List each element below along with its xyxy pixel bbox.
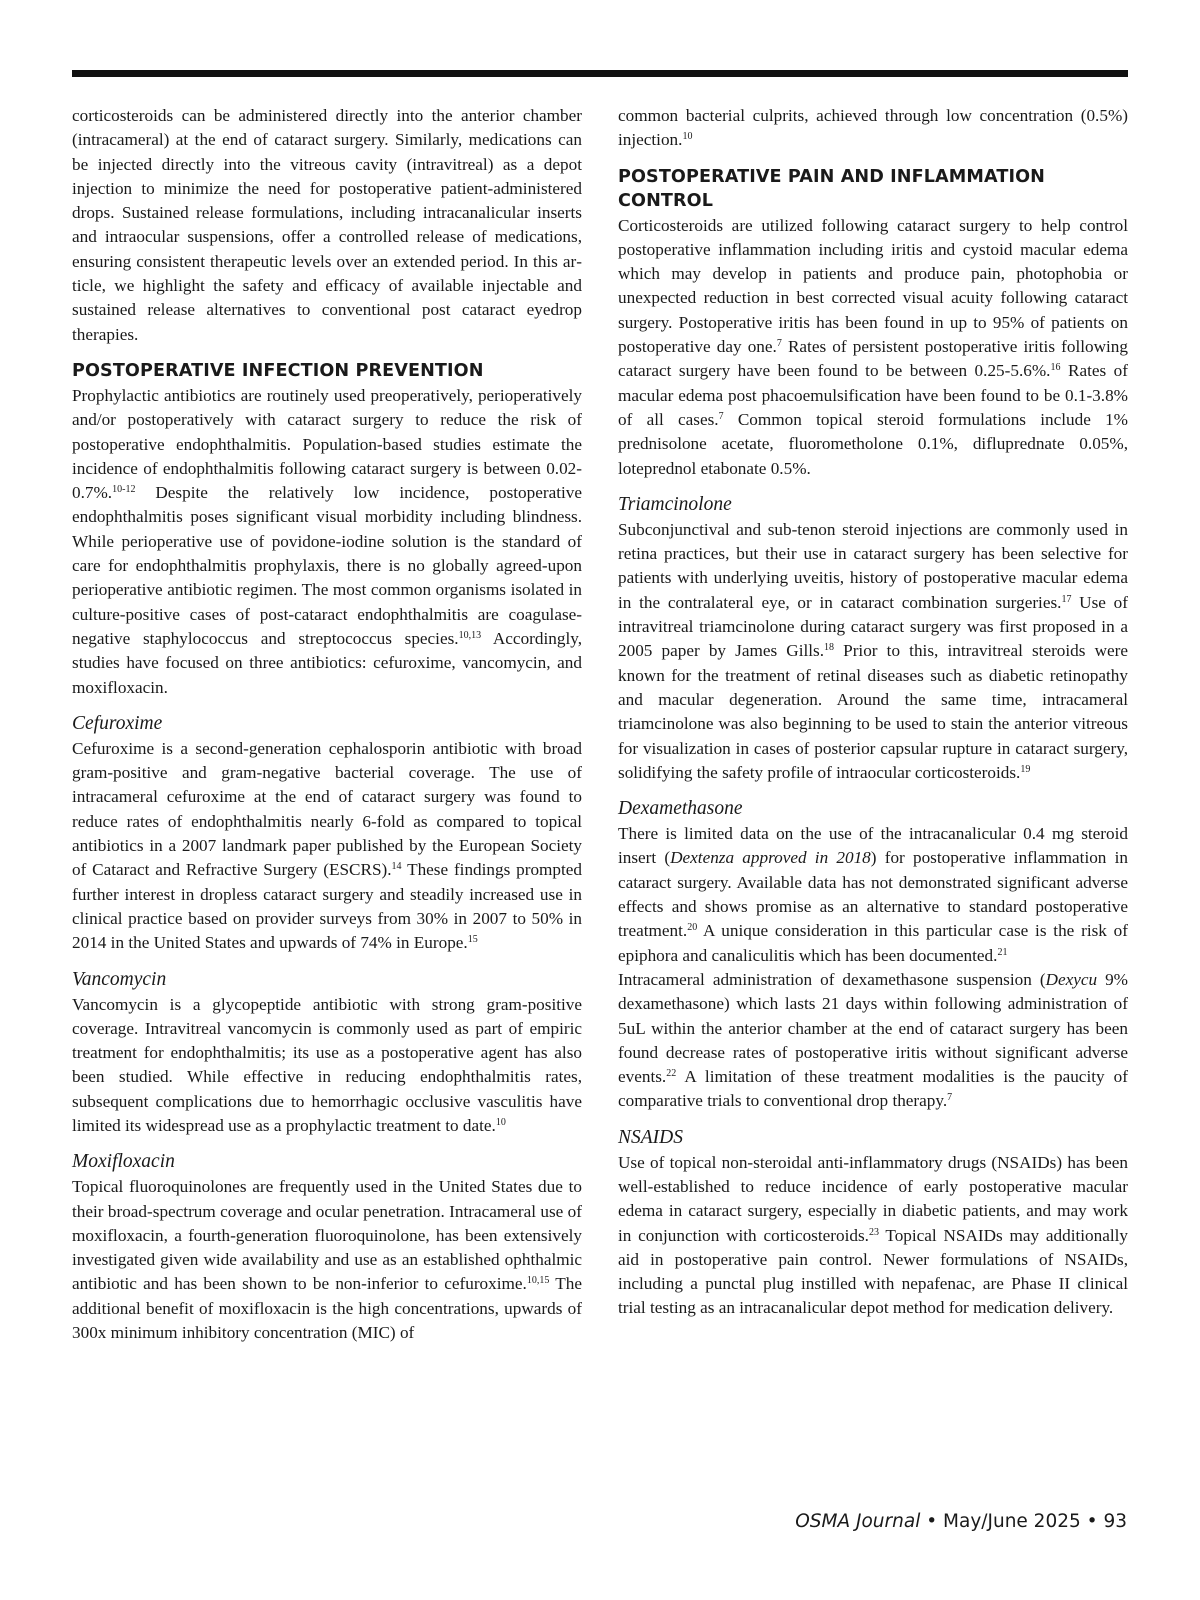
citation-ref: 10,13 xyxy=(458,629,482,641)
triamcinolone-paragraph: Subconjunctival and sub-tenon steroid injections are commonly used in retina practices, but their use in cataract surgery has been selective for patients with underlying uveitis, history of postoperative macular edema in the contralateral eye, or in cataract combination surgeries.$^{17}$ Use of intravitreal triamcinolone during cataract surgery was first proposed in a 2005 paper by James Gills.$^{18}$ Prior to this, intravitreal steroids were known for the treatment of retinal diseases such as diabetic retinopathy and macular degeneration. Around the same time, intracameral triamcinolone was also beginning to be used to stain the anterior vitreous for visualization in cases of posterior capsular rupture in cataract surgery, solidifying the safety profile of intraocular corticosteroids.$^{19}$ xyxy=(618,519,1128,782)
top-rule xyxy=(72,70,1128,77)
subheading-nsaids: NSAIDS xyxy=(618,1126,683,1148)
subheading-moxifloxacin: Moxifloxacin xyxy=(72,1151,175,1173)
issue-date: May/June 2025 xyxy=(943,1511,1081,1532)
moxifloxacin-paragraph: Topical fluoroquinolones are frequently used in the United States due to their broad-spectrum coverage and ocular penetration. Intracameral use of moxifloxacin, a fourth-generation fluoroquinolone, has been extensively investigated given wide availability and use as an established ophthalmic antibiotic and has been shown to be non-inferior to cefuroxime.$^{10,15}$ The additional benefit of moxifloxacin is the high concentrations, upwards of 300x minimum inhibitory concentration (MIC) of xyxy=(72,1177,582,1343)
citation-ref: 23 xyxy=(868,1226,879,1238)
citation-ref: 7 xyxy=(718,410,724,422)
section-heading-pain-inflammation: POSTOPERATIVE PAIN AND INFLAMMATION CONTROL xyxy=(618,166,1045,211)
citation-ref: 10 xyxy=(495,1116,506,1128)
footer-bullet: • xyxy=(920,1511,944,1532)
vancomycin-paragraph: Vancomycin is a glycopeptide antibiotic with strong gram-positive coverage. Intravitreal vancomycin is commonly used as part of empiric treatment for endophthalmitis; its use as a postoperative agent has also been studied. While effective in reducing endophthalmitis rates, subsequent complications due to hemorrhagic occlusive vasculitis have limited its widespread use as a prophylactic treatment to date.$^{10}$ xyxy=(72,994,582,1135)
dexamethasone-paragraph-1: There is limited data on the use of the intracanalicular 0.4 mg steroid insert (Dextenza approved in 2018) for postoperative inflammation in cataract surgery. Available data has not demonstrated significant adverse effects and shows promise as an alternative to standard postoperative treatment.$^{20}$ A unique consideration in this particular case is the risk of epiphora and canaliculitis which has been documented.$^{21}$ xyxy=(618,824,1128,965)
citation-ref: 18 xyxy=(824,642,835,654)
citation-ref: 22 xyxy=(666,1068,677,1080)
italic-product-name: Dextenza approved in 2018 xyxy=(670,848,871,868)
section-heading-infection: POSTOPERATIVE INFECTION PREVENTION xyxy=(72,360,484,381)
footer-bullet: • xyxy=(1080,1511,1104,1532)
citation-ref: 15 xyxy=(467,934,478,946)
right-column xyxy=(618,104,1128,1321)
intro-paragraph: corticosteroids can be administered directly into the anterior chamber (intracameral) at the end of cataract surgery. Similarly, medications can be injected directly into the vitreous cavity (intravitreal) as a depot injection to minimize the need for postoperative patient-administered drops. Sustained release formulations, including intracanalicular inserts and intraocular suspensions, offer a controlled release of medications, ensuring consistent therapeutic levels over an extended period. In this article, we highlight the safety and efficacy of available injectable and sustained release alternatives to conventional post cataract eyedrop therapies. xyxy=(72,106,582,344)
subheading-triamcinolone: Triamcinolone xyxy=(618,493,732,515)
left-column xyxy=(72,104,582,1345)
subheading-vancomycin: Vancomycin xyxy=(72,968,167,990)
citation-ref: 16 xyxy=(1050,362,1061,374)
dexamethasone-paragraph-2: Intracameral administration of dexamethasone suspension (Dexycu 9% dexamethasone) which lasts 21 days within following administration of 5uL within the anterior chamber at the end of cataract surgery has been found decrease rates of postoperative iritis without significant adverse events.$^{22}$ A limitation of these treatment modalities is the paucity of comparative trials to conventional drop therapy.$^7$ xyxy=(618,969,1128,1111)
nsaids-paragraph: Use of topical non-steroidal anti-inflammatory drugs (NSAIDs) has been well-established to reduce incidence of early postoperative macular edema in cataract surgery, especially in diabetic patients, and may work in conjunction with corticosteroids.$^{23}$ Topical NSAIDs may additionally aid in postoperative pain control. Newer formulations of NSAIDs, including a punctal plug instilled with nepafenac, are Phase II clinical trial testing as an intracanalicular depot method for medication delivery. xyxy=(618,1152,1128,1318)
pain-paragraph: Corticosteroids are utilized following cataract surgery to help control postoperative inflammation including iritis and cystoid macular edema which may develop in patients and produce pain, photophobia or unexpected reduction in best corrected visual acuity following cataract surgery. Postoperative iritis has been found in up to 95% of patients on postoperative day one.$^7$ Rates of persistent postoperative iritis following cataract surgery have been found to be between 0.25-5.6%.$^{16}$ Rates of macular edema post phacoemulsification have been found to be 0.1-3.8% of all cases.$^7$ Common topical steroid formulations include 1% prednisolone acetate, fluorometholone 0.1%, difluprednate 0.05%, loteprednol etabonate 0.5%. xyxy=(618,215,1128,478)
citation-ref: 19 xyxy=(1020,763,1031,775)
page-footer xyxy=(795,1511,1127,1532)
citation-ref: 10-12 xyxy=(112,484,136,496)
subheading-dexamethasone: Dexamethasone xyxy=(618,798,743,820)
citation-ref: 21 xyxy=(997,946,1008,958)
citation-ref: 10,15 xyxy=(526,1275,550,1287)
subheading-cefuroxime: Cefuroxime xyxy=(72,712,163,734)
citation-ref: 7 xyxy=(776,338,782,350)
citation-ref: 14 xyxy=(391,861,402,873)
infection-paragraph: Prophylactic antibiotics are routinely used preoperatively, perioperatively and/or postoperatively with cataract surgery to reduce the risk of postoperative endophthalmitis. Population-based studies estimate the incidence of endophthalmitis following cataract surgery is between 0.02-0.7%.$^{10-12}$ Despite the relatively low incidence, postoperative endophthalmitis poses significant visual morbidity including blindness. While perioperative use of povidone-iodine solution is the standard of care for endophthalmitis prophylaxis, there is no globally agreed-upon perioperative antibiotic regimen. The most common organisms isolated in culture-positive cases of post-cataract endophthalmitis are coagulase-negative staphylococcus and streptococcus species.$^{10,13}$ Accordingly, studies have focused on three antibiotics: cefuroxime, vancomycin, and moxifloxacin. xyxy=(72,385,582,697)
citation-ref: 17 xyxy=(1061,593,1072,605)
page-number: 93 xyxy=(1103,1511,1127,1532)
journal-name: OSMA Journal xyxy=(795,1511,921,1532)
citation-ref: 20 xyxy=(687,922,698,934)
italic-product-name: Dexycu xyxy=(1045,969,1098,989)
citation-ref: 10 xyxy=(682,131,693,143)
citation-ref: 7 xyxy=(947,1092,953,1104)
continuation-paragraph: common bacterial culprits, achieved through low concentration (0.5%) injection.$^{10}$ xyxy=(618,106,1128,150)
cefuroxime-paragraph: Cefuroxime is a second-generation cephalosporin antibiotic with broad gram-positive and gram-negative bacterial coverage. The use of intracameral cefuroxime at the end of cataract surgery was found to reduce rates of endophthalmitis nearly 6-fold as compared to topical antibiotics in a 2007 landmark paper published by the European Society of Cataract and Refractive Surgery (ESCRS).$^{14}$ These findings prompted further interest in dropless cataract surgery and steadily increased use in clinical practice based on provider surveys from 30% in 2007 to 50% in 2014 in the United States and upwards of 74% in Europe.$^{15}$ xyxy=(72,738,582,953)
